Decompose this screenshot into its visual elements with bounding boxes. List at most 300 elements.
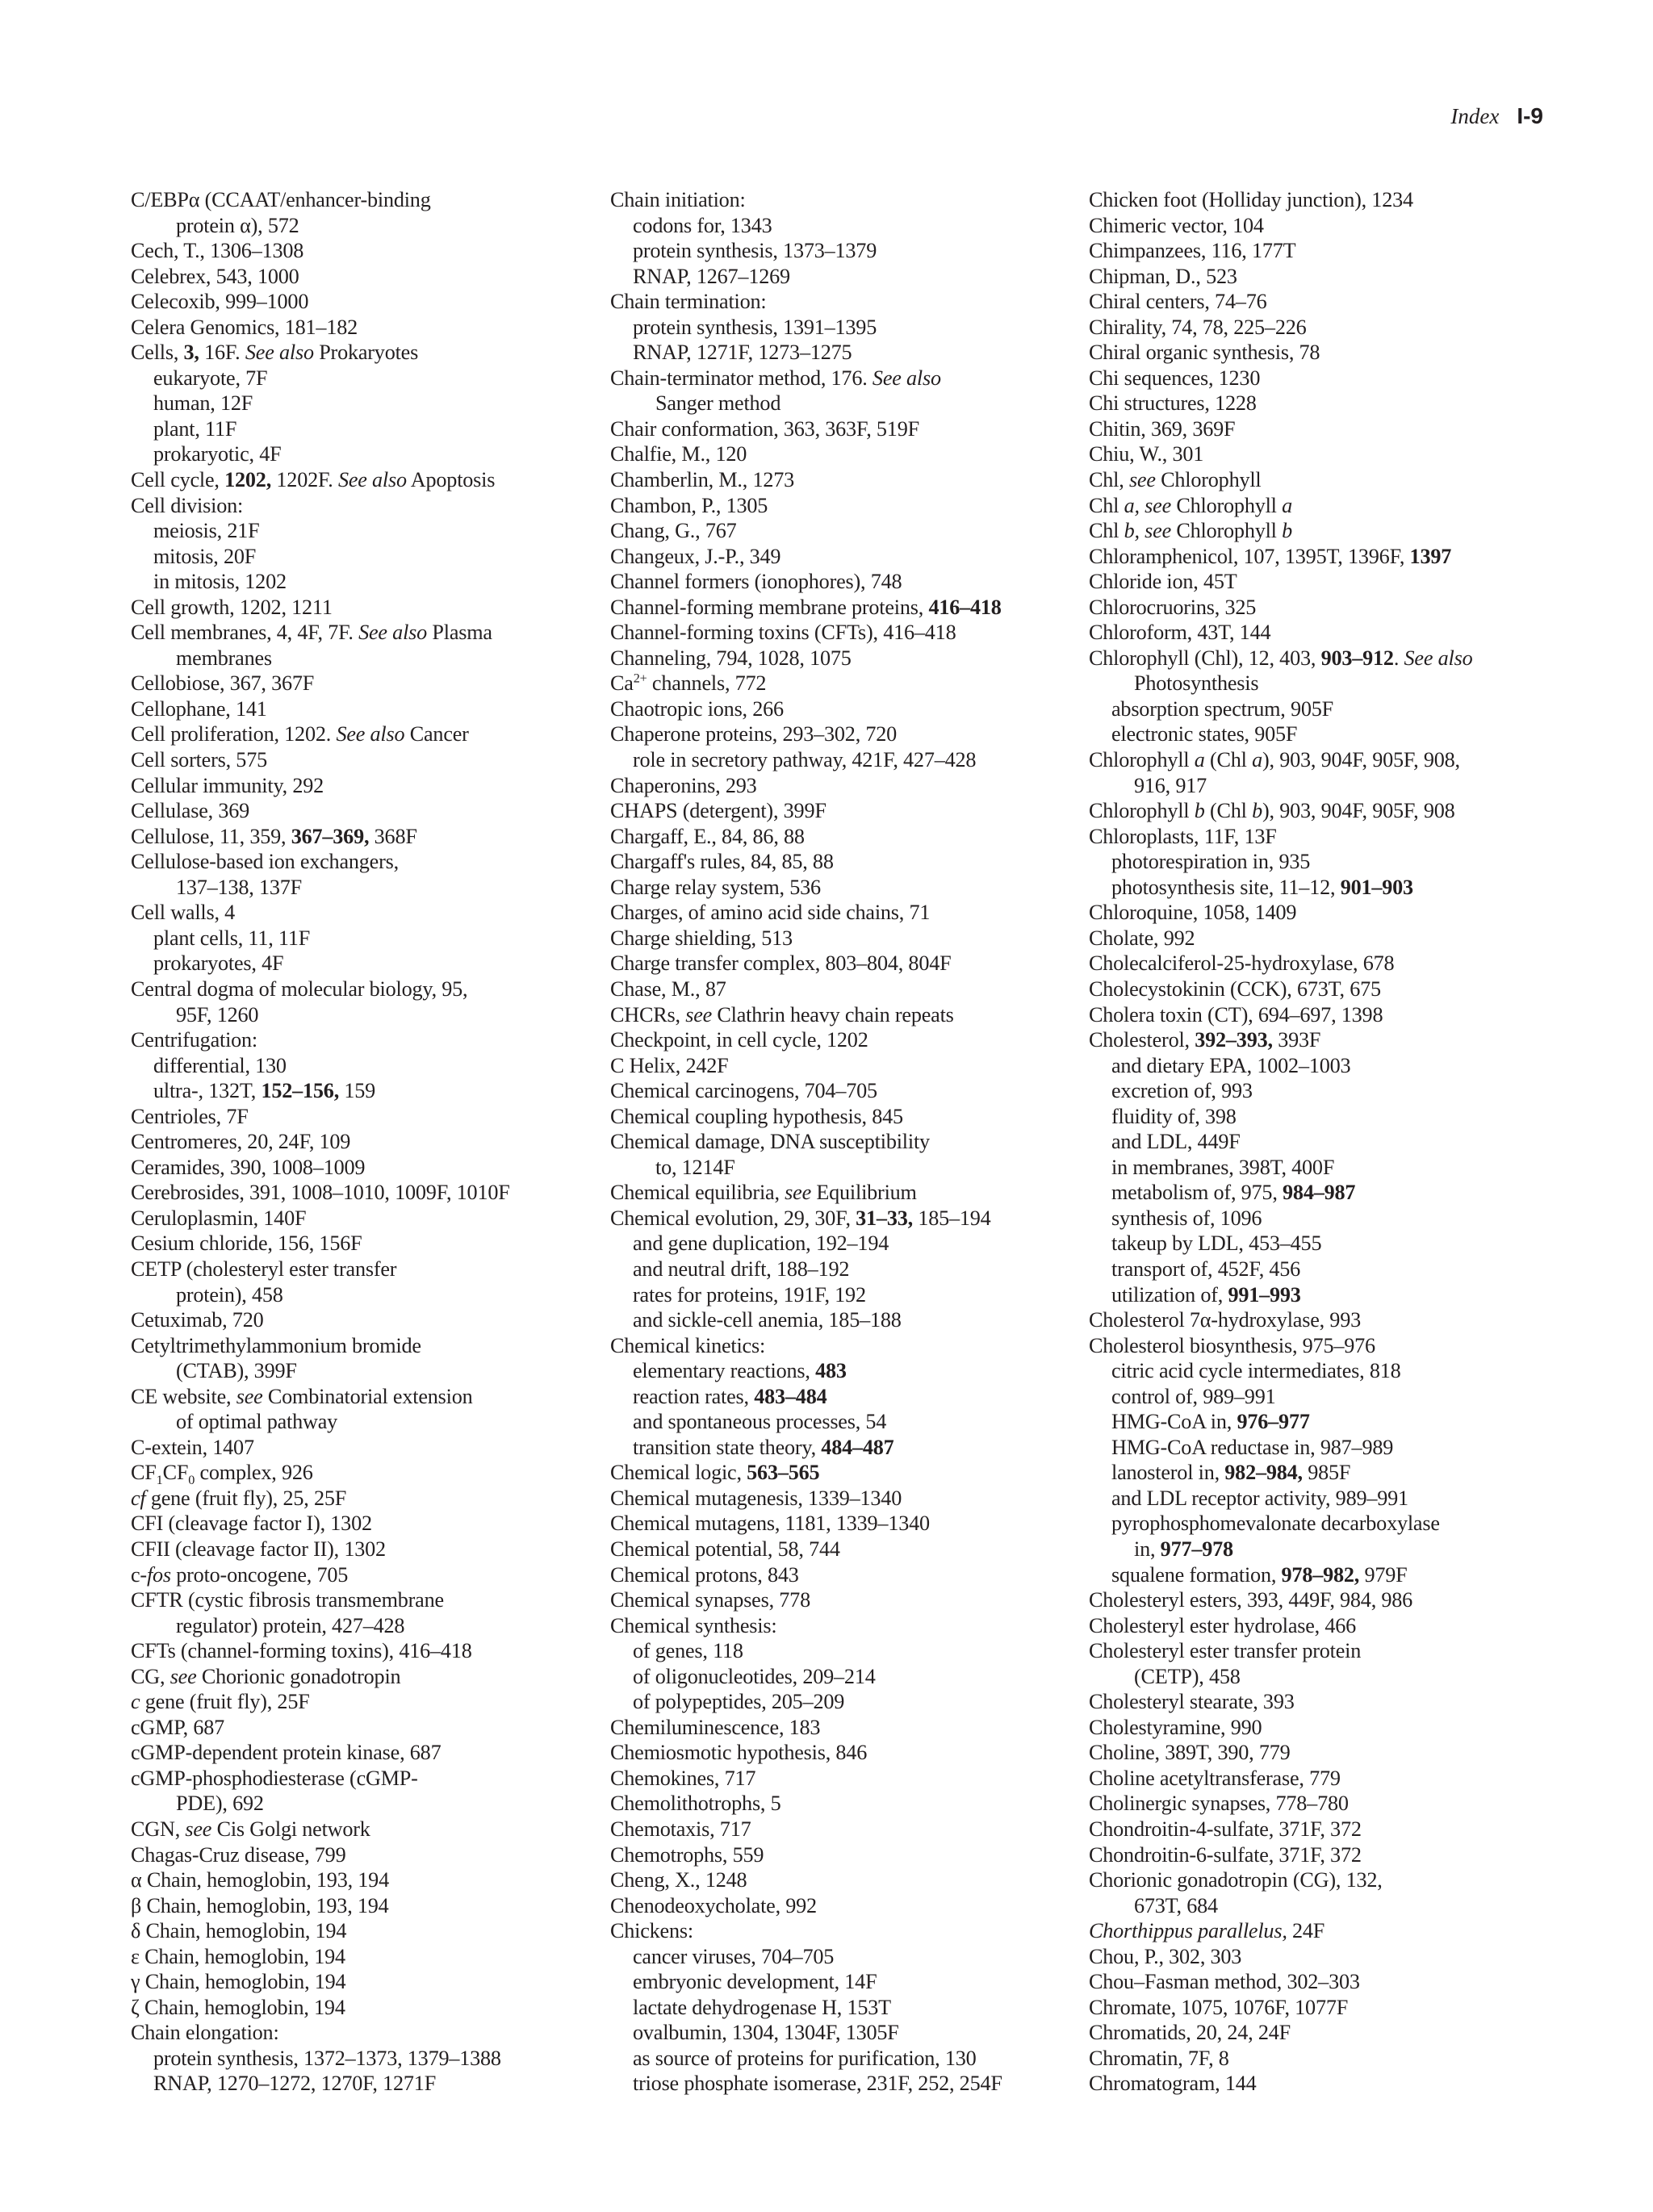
index-entry	[1089, 620, 1573, 646]
index-subentry	[1089, 1282, 1573, 1308]
index-subentry	[131, 391, 571, 416]
index-entry	[131, 900, 571, 926]
entry-text: Cholesteryl stearate, 393	[1089, 1690, 1295, 1714]
entry-text: Chitin, 369, 369F	[1089, 416, 1236, 441]
index-entry	[131, 1969, 571, 1995]
index-entry	[131, 1333, 571, 1359]
index-subentry	[610, 1384, 1067, 1410]
entry-text: transport of, 452F, 456	[1111, 1257, 1301, 1281]
entry-text: Chemolithotrophs, 5	[610, 1792, 781, 1816]
index-entry	[1089, 1307, 1573, 1333]
entry-text: Cellular immunity, 292	[131, 773, 324, 797]
entry-text: Cellobiose, 367, 367F	[131, 671, 315, 696]
index-entry	[1089, 315, 1573, 341]
entry-text: Chalfie, M., 120	[610, 442, 747, 466]
entry-text: of genes, 118	[633, 1639, 743, 1663]
index-subentry	[610, 1358, 1067, 1384]
entry-text: Channel formers (ionophores), 748	[610, 570, 902, 594]
index-entry	[610, 1206, 1067, 1231]
index-entry	[610, 187, 1067, 213]
entry-text: δ Chain, hemoglobin, 194	[131, 1919, 347, 1943]
index-entry	[1089, 441, 1573, 467]
entry-text: Chipman, D., 523	[1089, 264, 1237, 288]
entry-text: CG,	[131, 1664, 170, 1688]
index-entry	[610, 798, 1067, 824]
entry-text: cancer viruses, 704–705	[633, 1944, 835, 1968]
entry-text: rates for proteins, 191F, 192	[633, 1282, 866, 1307]
entry-text: Chemical synapses, 778	[610, 1588, 810, 1612]
entry-text: of optimal pathway	[176, 1410, 338, 1434]
entry-text: fluidity of, 398	[1111, 1104, 1237, 1128]
index-subentry	[1089, 1409, 1573, 1435]
entry-text: Changeux, J.-P., 349	[610, 544, 781, 568]
entry-text: Cholera toxin (CT), 694–697, 1398	[1089, 1002, 1383, 1027]
index-entry	[1089, 1613, 1573, 1639]
entry-text: 991–993	[1228, 1282, 1301, 1307]
entry-text: 159	[339, 1079, 376, 1103]
entry-text: Chargaff's rules, 84, 85, 88	[610, 850, 834, 874]
entry-text: Charge shielding, 513	[610, 926, 793, 950]
index-entry	[1089, 1842, 1573, 1868]
entry-text: 984–987	[1283, 1181, 1356, 1205]
entry-text: Ceruloplasmin, 140F	[131, 1206, 307, 1230]
index-entry	[131, 467, 571, 493]
entry-text: Chlorophyll	[1171, 493, 1283, 517]
index-entry	[610, 721, 1067, 747]
index-subentry	[1089, 1155, 1573, 1181]
entry-text: and LDL, 449F	[1111, 1130, 1241, 1154]
entry-text: complex, 926	[195, 1461, 313, 1485]
entry-text: see	[785, 1181, 811, 1205]
index-entry	[131, 976, 571, 1002]
entry-text: Celecoxib, 999–1000	[131, 290, 309, 314]
index-entry	[1089, 595, 1573, 621]
entry-text: see	[169, 1664, 197, 1688]
entry-text: synthesis of, 1096	[1111, 1206, 1262, 1230]
entry-text: 982–984,	[1224, 1461, 1303, 1485]
entry-text: CHCRs,	[610, 1002, 686, 1027]
entry-text: Centromeres, 20, 24F, 109	[131, 1130, 351, 1154]
index-entry	[610, 900, 1067, 926]
index-entry	[1089, 1918, 1573, 1944]
index-entry	[131, 340, 571, 366]
index-entry	[131, 1842, 571, 1868]
index-entry	[610, 671, 1067, 696]
index-entry	[610, 1918, 1067, 1944]
entry-text: CF	[131, 1461, 157, 1485]
entry-text: lanosterol in,	[1111, 1461, 1225, 1485]
index-subentry	[1089, 1129, 1573, 1155]
entry-text: Chair conformation, 363, 363F, 519F	[610, 416, 919, 441]
index-entry	[1089, 518, 1573, 544]
index-column-2	[610, 187, 1067, 2097]
entry-text: embryonic development, 14F	[633, 1970, 877, 1994]
index-subentry	[610, 340, 1067, 366]
entry-text: Chemical evolution, 29, 30F,	[610, 1206, 856, 1230]
entry-text: .	[1393, 646, 1404, 670]
entry-text: Chambon, P., 1305	[610, 493, 768, 517]
entry-text: Chamberlin, M., 1273	[610, 468, 795, 492]
index-entry	[1089, 1867, 1573, 1893]
entry-text: in membranes, 398T, 400F	[1111, 1155, 1335, 1179]
entry-text: 367–369,	[291, 824, 370, 848]
index-subentry	[1089, 1511, 1573, 1537]
index-entry	[610, 441, 1067, 467]
entry-text: 392–393,	[1195, 1028, 1273, 1052]
entry-text: Cholesterol,	[1089, 1028, 1195, 1052]
index-entry	[131, 721, 571, 747]
index-entry	[131, 315, 571, 341]
entry-text: See also	[358, 621, 428, 645]
index-entry	[1089, 416, 1573, 442]
entry-text: prokaryotes, 4F	[153, 951, 284, 976]
index-entry	[1089, 340, 1573, 366]
entry-text: ), 903, 904F, 905F, 908	[1262, 799, 1455, 823]
entry-text: CFII (cleavage factor II), 1302	[131, 1537, 386, 1561]
index-subentry	[1089, 1893, 1573, 1919]
index-subentry	[131, 875, 571, 901]
index-entry	[1089, 1002, 1573, 1028]
index-subentry	[1089, 773, 1573, 799]
index-subentry	[131, 416, 571, 442]
entry-text: b, see	[1124, 519, 1172, 543]
entry-text: Cholesteryl ester transfer protein	[1089, 1639, 1362, 1663]
entry-text: metabolism of, 975,	[1111, 1181, 1283, 1205]
entry-text: 978–982,	[1281, 1562, 1360, 1587]
entry-text: Central dogma of molecular biology, 95,	[131, 976, 468, 1001]
entry-text: See also	[336, 722, 405, 746]
entry-text: 977–978	[1160, 1537, 1233, 1561]
index-subentry	[131, 569, 571, 595]
entry-text: a	[1282, 493, 1293, 517]
index-entry	[131, 1587, 571, 1613]
index-subentry	[1089, 1435, 1573, 1461]
entry-text: C-extein, 1407	[131, 1435, 254, 1459]
entry-text: 903–912	[1320, 646, 1394, 670]
entry-text: Chi sequences, 1230	[1089, 366, 1261, 390]
entry-text: of oligonucleotides, 209–214	[633, 1664, 876, 1688]
entry-text: Celebrex, 543, 1000	[131, 264, 299, 288]
index-subentry	[1089, 1537, 1573, 1562]
entry-text: Chickens:	[610, 1919, 693, 1943]
entry-text: Chemokines, 717	[610, 1766, 756, 1790]
entry-text: RNAP, 1271F, 1273–1275	[633, 341, 852, 365]
index-subentry	[610, 2071, 1067, 2097]
entry-text: in,	[1134, 1537, 1161, 1561]
entry-text: 416–418	[928, 595, 1002, 619]
entry-text: Centrifugation:	[131, 1028, 258, 1052]
index-entry	[610, 1460, 1067, 1486]
entry-text: Equilibrium	[811, 1181, 917, 1205]
index-entry	[1089, 1969, 1573, 1995]
entry-text: squalene formation,	[1111, 1562, 1282, 1587]
entry-text: Choline, 389T, 390, 779	[1089, 1741, 1291, 1765]
index-entry	[131, 1867, 571, 1893]
entry-text: Chorionic gonadotropin	[196, 1664, 401, 1688]
entry-text: CGN,	[131, 1817, 186, 1841]
index-entry	[131, 1104, 571, 1130]
entry-text: Chaperonins, 293	[610, 773, 757, 797]
index-subentry	[610, 1282, 1067, 1308]
index-entry	[131, 1206, 571, 1231]
entry-text: (CTAB), 399F	[176, 1359, 297, 1383]
index-entry	[610, 620, 1067, 646]
entry-text: γ Chain, hemoglobin, 194	[131, 1970, 346, 1994]
index-subentry	[131, 2071, 571, 2097]
index-entry	[1089, 747, 1573, 773]
index-entry	[131, 1638, 571, 1664]
entry-text: Chimpanzees, 116, 177T	[1089, 239, 1296, 263]
entry-text: CFTR (cystic fibrosis transmembrane	[131, 1588, 444, 1612]
index-subentry	[1089, 1384, 1573, 1410]
entry-text: Chlorophyll	[1089, 748, 1195, 772]
entry-text: pyrophosphomevalonate decarboxylase	[1111, 1512, 1440, 1536]
entry-text: Channel-forming toxins (CFTs), 416–418	[610, 621, 956, 645]
entry-text: meiosis, 21F	[153, 519, 260, 543]
entry-text: Chemotrophs, 559	[610, 1842, 764, 1867]
entry-text: Cellophane, 141	[131, 696, 267, 721]
entry-text: cGMP-phosphodiesterase (cGMP-	[131, 1766, 418, 1790]
index-subentry	[1089, 1664, 1573, 1690]
index-entry	[610, 646, 1067, 671]
entry-text: HMG-CoA reductase in, 987–989	[1111, 1435, 1394, 1459]
index-subentry	[131, 1791, 571, 1817]
index-subentry	[610, 238, 1067, 264]
entry-text: Chloride ion, 45T	[1089, 570, 1237, 594]
entry-text: 1202,	[224, 468, 272, 492]
entry-text: Chimeric vector, 104	[1089, 213, 1264, 237]
index-entry	[131, 1944, 571, 1970]
index-subentry	[131, 366, 571, 391]
entry-text: Chargaff, E., 84, 86, 88	[610, 824, 805, 848]
index-entry	[610, 1104, 1067, 1130]
entry-text: 368F	[369, 824, 417, 848]
entry-text: Chain termination:	[610, 290, 767, 314]
entry-text: 985F	[1302, 1461, 1351, 1485]
index-entry	[131, 696, 571, 722]
index-entry	[610, 875, 1067, 901]
entry-text: 137–138, 137F	[176, 875, 302, 899]
entry-text: Chl	[1089, 493, 1124, 517]
index-entry	[610, 289, 1067, 315]
index-entry	[131, 493, 571, 519]
entry-text: Cell walls, 4	[131, 901, 236, 925]
entry-text: Chloroquine, 1058, 1409	[1089, 901, 1297, 925]
index-entry	[131, 1460, 571, 1486]
index-entry	[610, 1715, 1067, 1741]
index-subentry	[610, 391, 1067, 416]
entry-text: Chiu, W., 301	[1089, 442, 1204, 466]
index-entry	[610, 518, 1067, 544]
index-subentry	[610, 1155, 1067, 1181]
entry-text: Cancer	[404, 722, 469, 746]
entry-text: 185–194	[912, 1206, 991, 1230]
index-subentry	[131, 1358, 571, 1384]
entry-text: Charges, of amino acid side chains, 71	[610, 901, 931, 925]
index-entry	[1089, 569, 1573, 595]
entry-text: Chaotropic ions, 266	[610, 696, 784, 721]
entry-text: protein synthesis, 1373–1379	[633, 239, 877, 263]
entry-text: Chemical synthesis:	[610, 1613, 777, 1637]
entry-text: cGMP, 687	[131, 1715, 225, 1739]
running-head-label: Index	[1450, 104, 1500, 128]
entry-text: α Chain, hemoglobin, 193, 194	[131, 1868, 389, 1892]
index-entry	[610, 569, 1067, 595]
entry-text: 673T, 684	[1134, 1893, 1218, 1917]
index-entry	[610, 595, 1067, 621]
index-subentry	[610, 315, 1067, 341]
entry-text: 24F	[1287, 1919, 1325, 1943]
index-entry	[610, 416, 1067, 442]
entry-text: Chloramphenicol, 107, 1395T, 1396F,	[1089, 544, 1410, 568]
entry-text: Cetyltrimethylammonium bromide	[131, 1333, 421, 1357]
index-entry	[131, 1129, 571, 1155]
index-subentry	[131, 213, 571, 239]
index-entry	[131, 773, 571, 799]
entry-text: 16F.	[199, 341, 245, 365]
index-entry	[131, 1918, 571, 1944]
entry-text: of polypeptides, 205–209	[633, 1690, 845, 1714]
entry-text: Cholecalciferol-25-hydroxylase, 678	[1089, 951, 1395, 976]
index-subentry	[610, 1689, 1067, 1715]
index-entry	[1089, 264, 1573, 290]
index-entry	[131, 1231, 571, 1257]
entry-text: and spontaneous processes, 54	[633, 1410, 887, 1434]
entry-text: See also	[1404, 646, 1473, 670]
index-entry	[610, 1002, 1067, 1028]
entry-text: Chromatogram, 144	[1089, 2072, 1257, 2096]
entry-text: Chondroitin-4-sulfate, 371F, 372	[1089, 1817, 1362, 1841]
entry-text: CFTs (channel-forming toxins), 416–418	[131, 1639, 472, 1663]
index-entry	[131, 1715, 571, 1741]
index-entry	[610, 1053, 1067, 1079]
entry-text: β Chain, hemoglobin, 193, 194	[131, 1893, 389, 1917]
entry-text: ζ Chain, hemoglobin, 194	[131, 1995, 345, 2019]
entry-text: excretion of, 993	[1111, 1079, 1253, 1103]
entry-text: Chemical mutagenesis, 1339–1340	[610, 1486, 902, 1510]
index-entry	[1089, 1027, 1573, 1053]
index-subentry	[610, 1409, 1067, 1435]
entry-text: differential, 130	[153, 1053, 287, 1077]
entry-text: see	[185, 1817, 212, 1841]
entry-text: See also	[245, 341, 314, 365]
entry-text: Chorionic gonadotropin (CG), 132,	[1089, 1868, 1383, 1892]
entry-text: Chemical potential, 58, 744	[610, 1537, 840, 1561]
entry-text: Chlorophyll (Chl), 12, 403,	[1089, 646, 1321, 670]
index-entry	[131, 1537, 571, 1562]
index-subentry	[131, 518, 571, 544]
entry-text: and sickle-cell anemia, 185–188	[633, 1308, 902, 1332]
index-subentry	[1089, 1104, 1573, 1130]
page-header	[1450, 103, 1543, 129]
entry-text: 31–33,	[856, 1206, 913, 1230]
entry-text: reaction rates,	[633, 1384, 755, 1408]
entry-text: Chloroform, 43T, 144	[1089, 621, 1271, 645]
entry-text: Cetuximab, 720	[131, 1308, 264, 1332]
index-entry	[1089, 2071, 1573, 2097]
entry-text: See also	[872, 366, 941, 390]
index-entry	[610, 1587, 1067, 1613]
index-entry	[610, 976, 1067, 1002]
index-entry	[610, 849, 1067, 875]
entry-text: Photosynthesis	[1134, 671, 1259, 696]
index-entry	[610, 1537, 1067, 1562]
entry-text: Chloroplasts, 11F, 13F	[1089, 824, 1277, 848]
entry-text: Chenodeoxycholate, 992	[610, 1893, 817, 1917]
index-entry	[1089, 213, 1573, 239]
entry-text: Channeling, 794, 1028, 1075	[610, 646, 852, 670]
entry-text: electronic states, 905F	[1111, 722, 1298, 746]
entry-text: 1202F.	[271, 468, 338, 492]
index-entry	[131, 1511, 571, 1537]
index-subentry	[610, 1435, 1067, 1461]
entry-text: Chemical protons, 843	[610, 1562, 799, 1587]
entry-text: gene (fruit fly), 25F	[140, 1690, 310, 1714]
index-entry	[131, 1155, 571, 1181]
index-entry	[1089, 1587, 1573, 1613]
entry-text: Choline acetyltransferase, 779	[1089, 1766, 1341, 1790]
index-entry	[1089, 1766, 1573, 1792]
index-entry	[1089, 391, 1573, 416]
entry-text: Chiral organic synthesis, 78	[1089, 341, 1320, 365]
entry-text: Chain-terminator method, 176.	[610, 366, 873, 390]
index-entry	[1089, 544, 1573, 570]
index-entry	[131, 264, 571, 290]
index-entry	[131, 1562, 571, 1588]
entry-text: 976–977	[1237, 1410, 1310, 1434]
page-number: I-9	[1517, 103, 1543, 128]
entry-text: a	[1252, 748, 1262, 772]
entry-text: Cerebrosides, 391, 1008–1010, 1009F, 1010F	[131, 1181, 510, 1205]
index-entry	[1089, 1791, 1573, 1817]
entry-text: Cell cycle,	[131, 468, 225, 492]
index-entry	[610, 951, 1067, 976]
entry-text: human, 12F	[153, 391, 253, 416]
entry-text: Clathrin heavy chain repeats	[712, 1002, 954, 1027]
entry-text: CF	[162, 1461, 189, 1485]
index-subentry	[131, 1002, 571, 1028]
index-subentry	[1089, 671, 1573, 696]
entry-text: protein synthesis, 1391–1395	[633, 315, 877, 339]
entry-text: Chirality, 74, 78, 225–226	[1089, 315, 1307, 339]
entry-text: Cholesteryl esters, 393, 449F, 984, 986	[1089, 1588, 1413, 1612]
entry-text: Centrioles, 7F	[131, 1104, 249, 1128]
index-entry	[131, 824, 571, 850]
index-entry	[1089, 1995, 1573, 2021]
index-entry	[1089, 976, 1573, 1002]
entry-text: eukaryote, 7F	[153, 366, 268, 390]
entry-text: Sanger method	[655, 391, 781, 416]
index-entry	[1089, 366, 1573, 391]
entry-text: photosynthesis site, 11–12,	[1111, 875, 1341, 899]
entry-text: Cells,	[131, 341, 184, 365]
entry-text: see	[1128, 468, 1156, 492]
index-subentry	[1089, 1257, 1573, 1282]
entry-text: 916, 917	[1134, 773, 1207, 797]
entry-text: Chlorophyll	[1155, 468, 1262, 492]
entry-text: Celera Genomics, 181–182	[131, 315, 358, 339]
entry-text: Cholesterol biosynthesis, 975–976	[1089, 1333, 1375, 1357]
entry-text: Chang, G., 767	[610, 519, 737, 543]
entry-text: Chemiluminescence, 183	[610, 1715, 821, 1739]
index-entry	[1089, 2046, 1573, 2072]
index-entry	[131, 798, 571, 824]
entry-text: 3,	[183, 341, 199, 365]
index-entry	[131, 1027, 571, 1053]
entry-text: 152–156,	[261, 1079, 340, 1103]
index-entry	[131, 1689, 571, 1715]
entry-text: 393F	[1272, 1028, 1321, 1052]
